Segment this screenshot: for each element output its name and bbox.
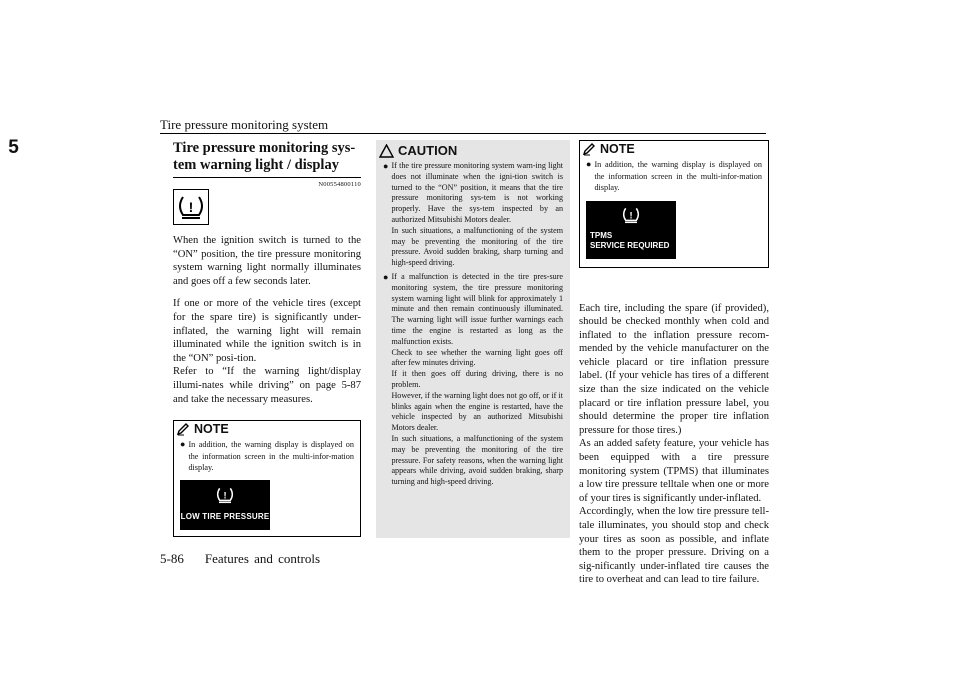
caution-2-text-e: In such situations, a malfunctioning of the system may be preventing the monitoring of the tire pressure. For safety reasons, when the warning light appears while driving, avoid sudden braking, sharp turning and high-speed driving. [391, 433, 563, 487]
section-title: Tire pressure monitoring sys-tem warning light / display [173, 140, 361, 178]
caution-2-text-a: If a malfunction is detected in the tire pres-sure monitoring system, the tire pressure monitoring system warning light will blink for approximately 1 minute and then remain continuously illuminated. The warning light will issue further warnings each time the engine is restarted as long as the malfunction exists. [391, 271, 563, 346]
paragraph-1: When the ignition switch is turned to the “ON” position, the tire pressure monitoring system warning light normally illuminates and goes off a few seconds later. [173, 235, 361, 287]
caution-label: CAUTION [398, 143, 458, 158]
display-message: LOW TIRE PRESSURE [180, 511, 270, 521]
note-heading [176, 422, 354, 436]
page-number: 5-86 [160, 551, 184, 566]
tire-pressure-warning-icon [173, 189, 209, 225]
caution-box [376, 140, 570, 538]
note-box [173, 420, 361, 537]
note-bullet [180, 439, 354, 474]
paragraph-2: If one or more of the vehicle tires (except for the spare tire) is significantly under-inflated, the warning light will remain illuminated while the ignition switch is in the “ON” posi-tion. [173, 298, 361, 364]
tire-warning-icon [621, 206, 641, 224]
header-rule [160, 133, 766, 134]
caution-2-text-c: If it then goes off during driving, there is no problem. [391, 369, 563, 389]
note-pencil-icon [176, 422, 191, 436]
note-heading [582, 142, 762, 156]
caution-1-text-a: If the tire pressure monitoring system warn-ing light does not illuminate when the igni-tion switch is turned to the “ON” position, it means that the tire pressure monitoring sys-tem is not working properly. Have the sys-tem inspected by an authorized Mitsubishi Motors dealer. [391, 161, 563, 224]
caution-bullet-2 [383, 272, 563, 488]
icon-exclamation: ! [188, 199, 194, 215]
paragraph-3: Refer to “If the warning light/display illumi-nates while driving” on page 5-87 and take the necessary measures. [173, 366, 361, 405]
caution-heading [379, 143, 563, 158]
tpms-service-required-display [586, 201, 676, 259]
note-pencil-icon [582, 142, 597, 156]
note-label: NOTE [600, 142, 635, 156]
paragraph-tpms-2: As an added safety feature, your vehicle has been equipped with a tire pressure monitoring system (TPMS) that illuminates a low tire pressure telltale when one or more of your tires is significantly under-inflated. [579, 438, 769, 504]
caution-2-text-b: Check to see whether the warning light goes off after few minutes driving. [391, 347, 563, 368]
note-label: NOTE [194, 422, 229, 437]
paragraph-tpms-1: Each tire, including the spare (if provided), should be checked monthly when cold and inflated to the inflation pressure recom-mended by the vehicle manufacturer on the vehicle placard or tire inflation pressure label. (If your vehicle has tires of a different size than the size indicated on the vehicle placard or tire inflation pressure label, you should determine the proper tire inflation pressure for those tires.) [579, 302, 769, 436]
chapter-tab: 5 [0, 128, 27, 168]
display-exclamation: ! [629, 209, 633, 220]
bullet-icon: ● [383, 271, 389, 282]
caution-2-text-d: However, if the warning light does not go off, or if it blinks again when the engine is restarted, have the vehicle inspected by an authorized Mitsubishi Motors dealer. [391, 390, 563, 433]
bullet-icon: ● [180, 439, 186, 450]
display-line-1: TPMS [590, 230, 613, 240]
column-1 [173, 140, 361, 537]
caution-bullet-1 [383, 161, 563, 269]
running-head: Tire pressure monitoring system [160, 117, 329, 132]
bullet-icon: ● [586, 159, 592, 169]
note-text: In addition, the warning display is displayed on the information screen in the multi-infor-mation display. [594, 160, 762, 192]
section-code: N00554800110 [318, 181, 361, 188]
footer-section: Features and controls [204, 551, 321, 566]
tire-warning-icon [215, 486, 235, 504]
tire-warning-icon-svg [176, 194, 206, 220]
warning-triangle-icon [379, 144, 394, 158]
note-box-2 [579, 140, 769, 268]
column-2 [376, 140, 570, 538]
page-footer [160, 551, 320, 567]
display-line-2: SERVICE REQUIRED [590, 240, 670, 250]
display-exclamation: ! [223, 489, 227, 500]
low-tire-pressure-display [180, 480, 270, 530]
paragraph-tpms-3: Accordingly, when the low tire pressure tell-tale illuminates, you should stop and check your tires as soon as possible, and inflate them to the proper pressure. Driving on a sig-nificantly under-inflated tire causes the tire to overheat and can lead to tire failure. [579, 506, 769, 586]
note-text: In addition, the warning display is displayed on the information screen in the multi-infor-mation display. [188, 440, 354, 473]
caution-1-text-b: In such situations, a malfunctioning of the system may be preventing the monitoring of the tire pressure. Avoid sudden braking, sharp turning and high-speed driving. [391, 225, 563, 268]
note-bullet [586, 159, 762, 194]
bullet-icon: ● [383, 161, 389, 171]
column-3 [579, 140, 769, 587]
